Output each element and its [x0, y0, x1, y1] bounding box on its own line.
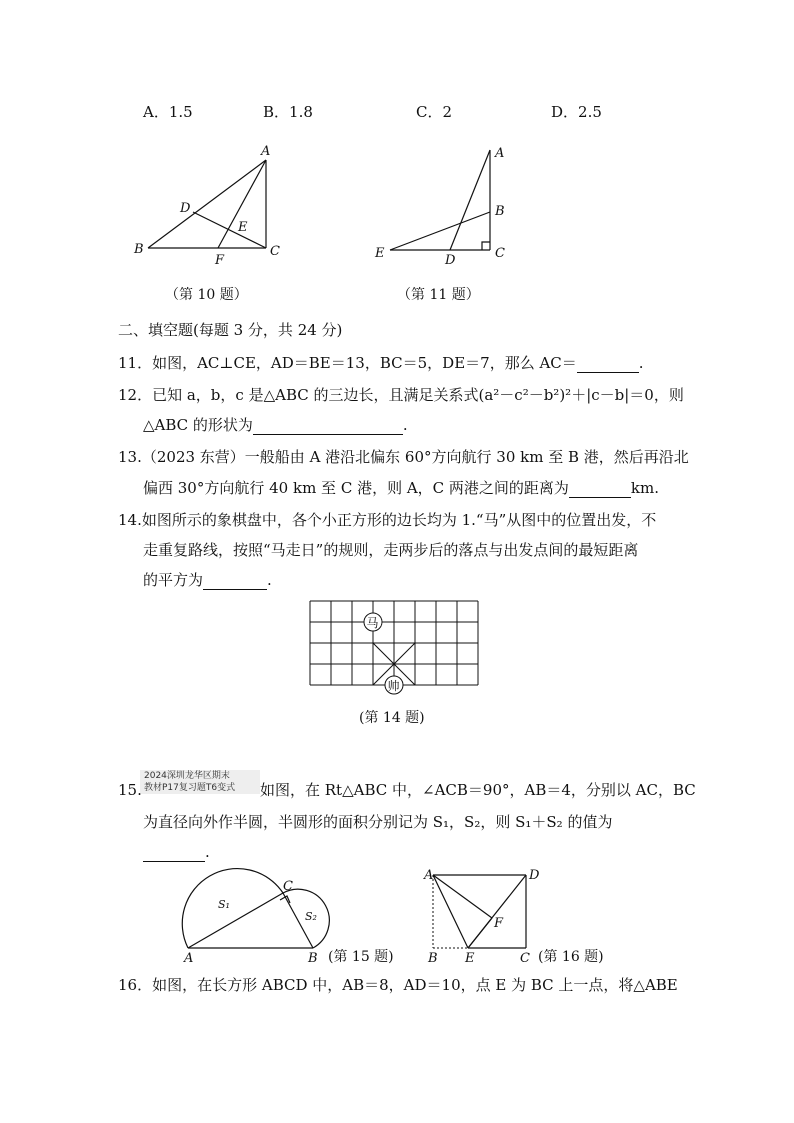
fig16-label-f: F	[494, 916, 504, 931]
option-a: A．1.5	[143, 103, 193, 121]
question-16-line1: 16．如图，在长方形 ABCD 中，AB＝8，AD＝10，点 E 为 BC 上一点，将△ABE	[118, 976, 678, 994]
question-11: 11．如图，AC⊥CE，AD＝BE＝13，BC＝5，DE＝7，那么 AC＝ .	[118, 354, 644, 372]
fig10-label-f: F	[215, 253, 225, 268]
fig11-label-a: A	[495, 146, 505, 161]
general-label: 帅	[387, 679, 400, 693]
fig10-label-e: E	[238, 220, 248, 235]
question-14-line3: 的平方为 .	[143, 571, 272, 589]
fig16-label-b: B	[428, 951, 438, 966]
fig11-label-c: C	[495, 246, 505, 261]
option-b: B．1.8	[263, 103, 313, 121]
fig15-label-s2: S₂	[305, 910, 317, 923]
fig11-label-d: D	[445, 253, 456, 268]
fig15-label-b: B	[308, 951, 318, 966]
question-14-line2: 走重复路线，按照“马走日”的规则，走两步后的落点与出发点间的最短距离	[143, 541, 639, 559]
question-13-line2: 偏西 30°方向航行 40 km 至 C 港，则 A，C 两港之间的距离为 km.	[143, 479, 660, 497]
horse-label: 马	[366, 616, 379, 630]
fig10-label-b: B	[134, 242, 144, 257]
fig14-caption: (第 14 题)	[359, 710, 425, 726]
question-15-line2: 为直径向外作半圆，半圆形的面积分别记为 S₁，S₂，则 S₁＋S₂ 的值为	[143, 813, 613, 831]
fig10-label-c: C	[270, 244, 280, 259]
fig11-label-e: E	[375, 246, 385, 261]
fig15-label-c: C	[283, 879, 293, 894]
fig16-caption: (第 16 题)	[538, 949, 604, 965]
question-14-line1: 14.如图所示的象棋盘中，各个小正方形的边长均为 1.“马”从图中的位置出发，不	[118, 511, 657, 529]
fig16-label-a: A	[424, 868, 434, 883]
fig15-label-s1: S₁	[218, 898, 230, 911]
question-15-line1: 如图，在 Rt△ABC 中，∠ACB＝90°，AB＝4，分别以 AC，BC	[260, 781, 696, 799]
question-13-line1: 13.（2023 东营）一般船由 A 港沿北偏东 60°方向航行 30 km 至 B 港，然后再沿北	[118, 448, 689, 466]
question-12-line2: △ABC 的形状为 .	[143, 416, 408, 434]
fig15-label-a: A	[184, 951, 194, 966]
fig11-caption: （第 11 题）	[397, 287, 480, 303]
fig10-caption: （第 10 题）	[165, 287, 248, 303]
option-d: D．2.5	[551, 103, 602, 121]
fig16-label-c: C	[520, 951, 530, 966]
option-c: C．2	[416, 103, 453, 121]
fig16-label-d: D	[529, 868, 540, 883]
source-tag: 2024深圳龙华区期末 教材P17复习题T6变式	[140, 770, 260, 794]
fig10-label-d: D	[180, 201, 191, 216]
fig10-label-a: A	[261, 144, 271, 159]
section-heading: 二、填空题(每题 3 分，共 24 分)	[118, 321, 343, 339]
q15-number: 15.	[118, 781, 142, 799]
question-12-line1: 12．已知 a，b，c 是△ABC 的三边长，且满足关系式(a²－c²－b²)²＋|c－b|＝0，则	[118, 386, 684, 404]
question-15-line3: .	[143, 842, 210, 862]
fig16-label-e: E	[465, 951, 475, 966]
fig15-caption: (第 15 题)	[328, 949, 394, 965]
fig11-label-b: B	[495, 204, 505, 219]
